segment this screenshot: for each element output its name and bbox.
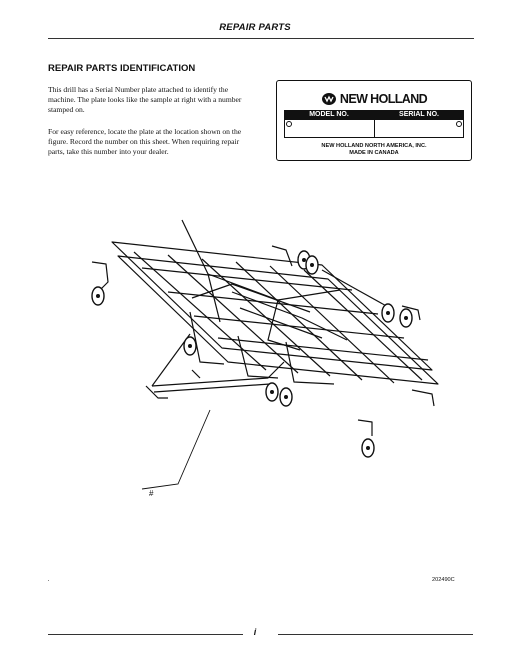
intro-paragraph: This drill has a Serial Number plate attached to identify the machine. The plate looks like the sample at right with a number stamped on. <box>48 85 242 115</box>
section-title: REPAIR PARTS IDENTIFICATION <box>48 63 196 74</box>
serial-number-label: SERIAL NO. <box>399 111 439 118</box>
plate-brand <box>277 89 471 109</box>
model-number-label: MODEL NO. <box>309 111 349 118</box>
plate-brand-name: NEW HOLLAND <box>339 92 428 106</box>
plate-origin: MADE IN CANADA <box>349 150 399 156</box>
serial-number-plate <box>276 80 472 161</box>
header-title: REPAIR PARTS <box>219 22 291 33</box>
footer-rule-right <box>278 634 473 635</box>
plate-company: NEW HOLLAND NORTH AMERICA, INC. <box>321 143 427 149</box>
header-rule <box>48 38 474 39</box>
scan-dot <box>48 580 49 581</box>
serial-number-box <box>375 120 464 137</box>
instructions-paragraph: For easy reference, locate the plate at the location shown on the figure. Record the number on this sheet. When requiring repair parts, take this number into your dealer. <box>48 127 242 157</box>
figure-id: 202490C <box>432 577 455 583</box>
callout-leader-line <box>142 410 210 489</box>
page-number: i <box>253 627 257 637</box>
plate-header-bar <box>284 110 464 120</box>
new-holland-leaf-logo-icon <box>321 92 337 106</box>
rivet-hole-right-icon <box>456 121 462 127</box>
rivet-hole-left-icon <box>286 121 292 127</box>
plate-location-callout: # <box>149 489 154 498</box>
model-number-box <box>285 120 375 137</box>
drill-frame-illustration <box>72 210 472 500</box>
plate-number-boxes <box>284 120 464 138</box>
